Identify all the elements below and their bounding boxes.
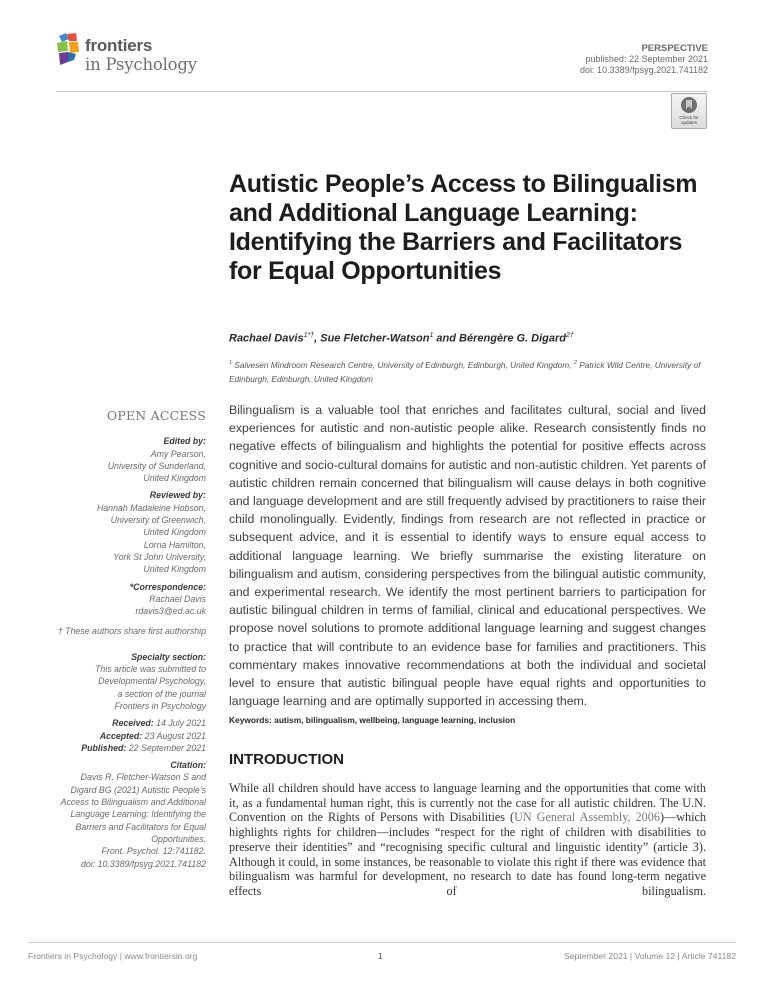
reviewer-line: United Kingdom [143, 527, 206, 538]
author-name[interactable]: Rachael Davis [229, 332, 304, 345]
accepted-label: Accepted: [99, 730, 143, 741]
header-divider [56, 91, 708, 92]
affiliation-sup: 1 [229, 360, 233, 366]
intro-text: )—which highlights rights for children—includes “respect for the right of children with disabilities to preserve their identities” and “recognising specific cultural and linguistic identity” (article 3). Although it could, in some instances, be reasonable to violate this right if there was evidence that bilingualism was harmful for development, no research to date has found long-term negative effects of bilingualism. [229, 810, 706, 898]
keywords-label: Keywords: [229, 715, 272, 725]
article-meta [580, 43, 708, 76]
article-type: PERSPECTIVE [641, 43, 708, 54]
citation-doi[interactable]: doi: 10.3389/fpsyg.2021.741182 [80, 858, 206, 869]
citation-link[interactable]: UN General Assembly, 2006 [514, 810, 660, 825]
citation-line: Digard BG (2021) Autistic People’s [70, 784, 206, 795]
footer-journal-link[interactable]: Frontiers in Psychology | www.frontiersin.org [28, 951, 198, 961]
specialty-line[interactable]: Frontiers in Psychology [114, 700, 206, 711]
keywords-list: autism, bilingualism, wellbeing, language learning, inclusion [274, 715, 516, 725]
received-label: Received: [112, 718, 154, 729]
shared-authorship-note: † These authors share first authorship [57, 626, 206, 637]
affiliation: Patrick Wild Centre, University of Edinburgh, Edinburgh, United Kingdom [229, 359, 701, 384]
keywords [229, 715, 706, 725]
correspondence-label: *Correspondence: [129, 581, 206, 592]
citation-line: Opportunities. [151, 833, 206, 844]
author-separator: , [314, 332, 321, 345]
reviewed-by-label: Reviewed by: [149, 490, 206, 501]
footer-divider [28, 942, 736, 943]
footer-issue-info: September 2021 | Volume 12 | Article 741182 [564, 951, 736, 961]
reviewer-line: United Kingdom [143, 564, 206, 575]
intro-text: While all children should have access to language learning and the opportunities that come with it, as a fundamental human right, this is currently not the case for all autistic children. The U.N. Convention on the Rights of Persons with Disabilities ( [229, 781, 706, 825]
accepted-date [36, 730, 206, 742]
published-label: Published: [81, 742, 127, 753]
reviewer-line: York St John University, [113, 551, 206, 562]
frontiers-logo-icon [56, 32, 80, 66]
citation-line: Access to Bilingualism and Additional [60, 797, 206, 808]
received-value: 14 July 2021 [156, 718, 206, 729]
author-name[interactable]: Bérengère G. Digard [459, 332, 567, 345]
journal-logo[interactable] [56, 30, 206, 80]
author-list [229, 332, 709, 345]
published-value: 22 September 2021 [128, 742, 206, 753]
specialty-line[interactable]: Developmental Psychology, [98, 676, 206, 687]
correspondence-email[interactable]: rdavis3@ed.ac.uk [135, 606, 206, 617]
citation-line: Language Learning: Identifying the [70, 809, 206, 820]
published-date: published: 22 September 2021 [585, 54, 708, 64]
affiliation: Salvesen Mindroom Research Centre, University of Edinburgh, Edinburgh, United Kingdom, [234, 359, 572, 370]
author-sup: 1 [429, 332, 434, 339]
reviewer-line[interactable]: Hannah Madaleine Hobson, [96, 502, 206, 513]
check-for-updates-button[interactable] [671, 93, 707, 129]
open-access-label: OPEN ACCESS [106, 408, 206, 423]
editor-line[interactable]: Amy Pearson, [150, 448, 206, 459]
check-updates-label: Check for updates [679, 115, 699, 125]
citation-line: Davis R, Fletcher-Watson S and [80, 772, 206, 783]
journal-brand: frontiers [85, 36, 153, 55]
correspondence-name: Rachael Davis [149, 593, 206, 604]
author-separator: and [433, 332, 460, 345]
reviewer-line[interactable]: Lorna Hamilton, [143, 539, 206, 550]
doi[interactable]: doi: 10.3389/fpsyg.2021.741182 [580, 65, 708, 75]
introduction-paragraph [229, 781, 706, 899]
citation-line: Barriers and Facilitators for Equal [75, 821, 206, 832]
article-info-sidebar [36, 410, 206, 870]
editor-line: University of Sunderland, [107, 460, 206, 471]
editor-line: United Kingdom [143, 473, 206, 484]
accepted-value: 23 August 2021 [144, 730, 206, 741]
author-name[interactable]: Sue Fletcher-Watson [320, 332, 430, 345]
citation-line: Front. Psychol. 12:741182. [101, 846, 206, 857]
specialty-line: a section of the journal [117, 688, 206, 699]
specialty-line: This article was submitted to [95, 664, 206, 675]
edited-by-label: Edited by: [163, 436, 206, 447]
author-sup: 2† [566, 332, 574, 339]
received-date [36, 717, 206, 729]
section-heading-introduction: INTRODUCTION [229, 751, 344, 768]
reviewer-line: University of Greenwich, [110, 515, 206, 526]
citation-label: Citation: [170, 760, 206, 771]
specialty-section-label: Specialty section: [131, 651, 206, 662]
author-sup: 1*† [303, 332, 315, 339]
journal-name: in Psychology [85, 55, 197, 74]
published-date-sidebar [36, 742, 206, 754]
page-number: 1 [378, 951, 383, 961]
affiliation-sup: 2 [573, 360, 577, 366]
abstract: Bilingualism is a valuable tool that enriches and facilitates cultural, social and lived experiences for autistic and non-autistic people alike. Research consistently finds no negative effects of bilingualism and highlights the potential for positive effects across cognitive and socio-cultural domains for autistic and non-autistic children. Yet parents of autistic children remain concerned that bilingualism will cause delays in both cognitive and language development and are still frequently advised by practitioners to raise their child monolingually. Evidently, findings from research are not reflected in practice or subsequent advice, and it is essential to identify ways to ensure equal access to additional language learning. We briefly summarise the existing literature on bilingualism and autism, considering perspectives from the bilingual autistic community, and experimental research. We identify the most pertinent barriers to participation for autistic bilingual children in terms of familial, clinical and educational perspectives. We propose novel solutions to promote additional language learning and suggest changes to practice that will contribute to an evidence base for families and practitioners. This commentary makes innovative recommendations at both the individual and societal level to ensure that autistic bilingual people have equal rights and opportunities to language learning and are optimally supported in accessing them. [229, 403, 706, 709]
article-title: Autistic People’s Access to Bilingualism and Additional Language Learning: Identifying the Barriers and Facilitators for Equal Opportunities [229, 170, 698, 285]
affiliations [229, 356, 709, 386]
